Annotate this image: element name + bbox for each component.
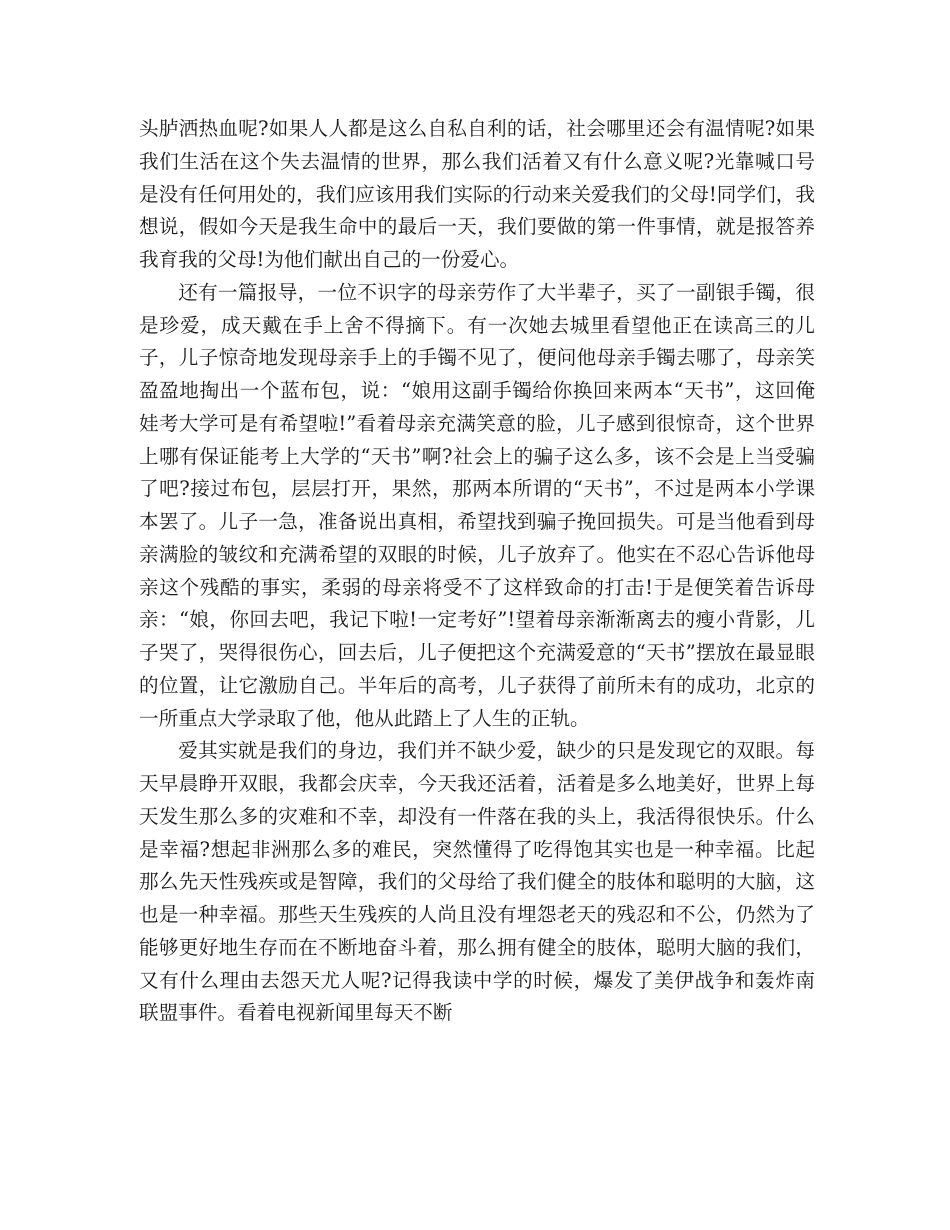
paragraph-bracelet-story: 还有一篇报导，一位不识字的母亲劳作了大半辈子，买了一副银手镯，很是珍爱，成天戴在手上舍不得摘下。有一次她去城里看望他正在读高三的儿子，儿子惊奇地发现母亲手上的手镯不见了，便问他母亲手镯去哪了，母亲笑盈盈地掏出一个蓝布包，说：“娘用这副手镯给你换回来两本“天书”，这回俺娃考大学可是有希望啦!”看着母亲充满笑意的脸，儿子感到很惊奇，这个世界上哪有保证能考上大学的“天书”啊?社会上的骗子这么多，该不会是上当受骗了吧?接过布包，层层打开，果然，那两本所谓的“天书”，不过是两本小学课本罢了。儿子一急，准备说出真相，希望找到骗子挽回损失。可是当他看到母亲满脸的皱纹和充满希望的双眼的时候，儿子放弃了。他实在不忍心告诉他母亲这个残酷的事实，柔弱的母亲将受不了这样致命的打击!于是便笑着告诉母亲：“娘，你回去吧，我记下啦!一定考好”!望着母亲渐渐离去的瘦小背影，儿子哭了，哭得很伤心，回去后，儿子便把这个充满爱意的“天书”摆放在最显眼的位置，让它激励自己。半年后的高考，儿子获得了前所未有的成功，北京的一所重点大学录取了他，他从此踏上了人生的正轨。: [139, 280, 815, 730]
document-page: [139, 113, 815, 1030]
paragraph-happiness: 爱其实就是我们的身边，我们并不缺少爱，缺少的只是发现它的双眼。每天早晨睁开双眼，我都会庆幸，今天我还活着，活着是多么地美好，世界上每天发生那么多的灾难和不幸，却没有一件落在我的头上，我活得很快乐。什么是幸福?想起非洲那么多的难民，突然懂得了吃得饱其实也是一种幸福。比起那么先天性残疾或是智障，我们的父母给了我们健全的肢体和聪明的大脑，这也是一种幸福。那些天生残疾的人尚且没有埋怨老天的残忍和不公，仍然为了能够更好地生存而在不断地奋斗着，那么拥有健全的肢体，聪明大脑的我们，又有什么理由去怨天尤人呢?记得我读中学的时候，爆发了美伊战争和轰炸南联盟事件。看着电视新闻里每天不断: [139, 739, 815, 1025]
paragraph-continued: 头胪洒热血呢?如果人人都是这么自私自利的话，社会哪里还会有温情呢?如果我们生活在这个失去温情的世界，那么我们活着又有什么意义呢?光靠喊口号是没有任何用处的，我们应该用我们实际的行动来关爱我们的父母!同学们，我想说，假如今天是我生命中的最后一天，我们要做的第一件事情，就是报答养我育我的父母!为他们献出自己的一份爱心。: [139, 117, 815, 271]
